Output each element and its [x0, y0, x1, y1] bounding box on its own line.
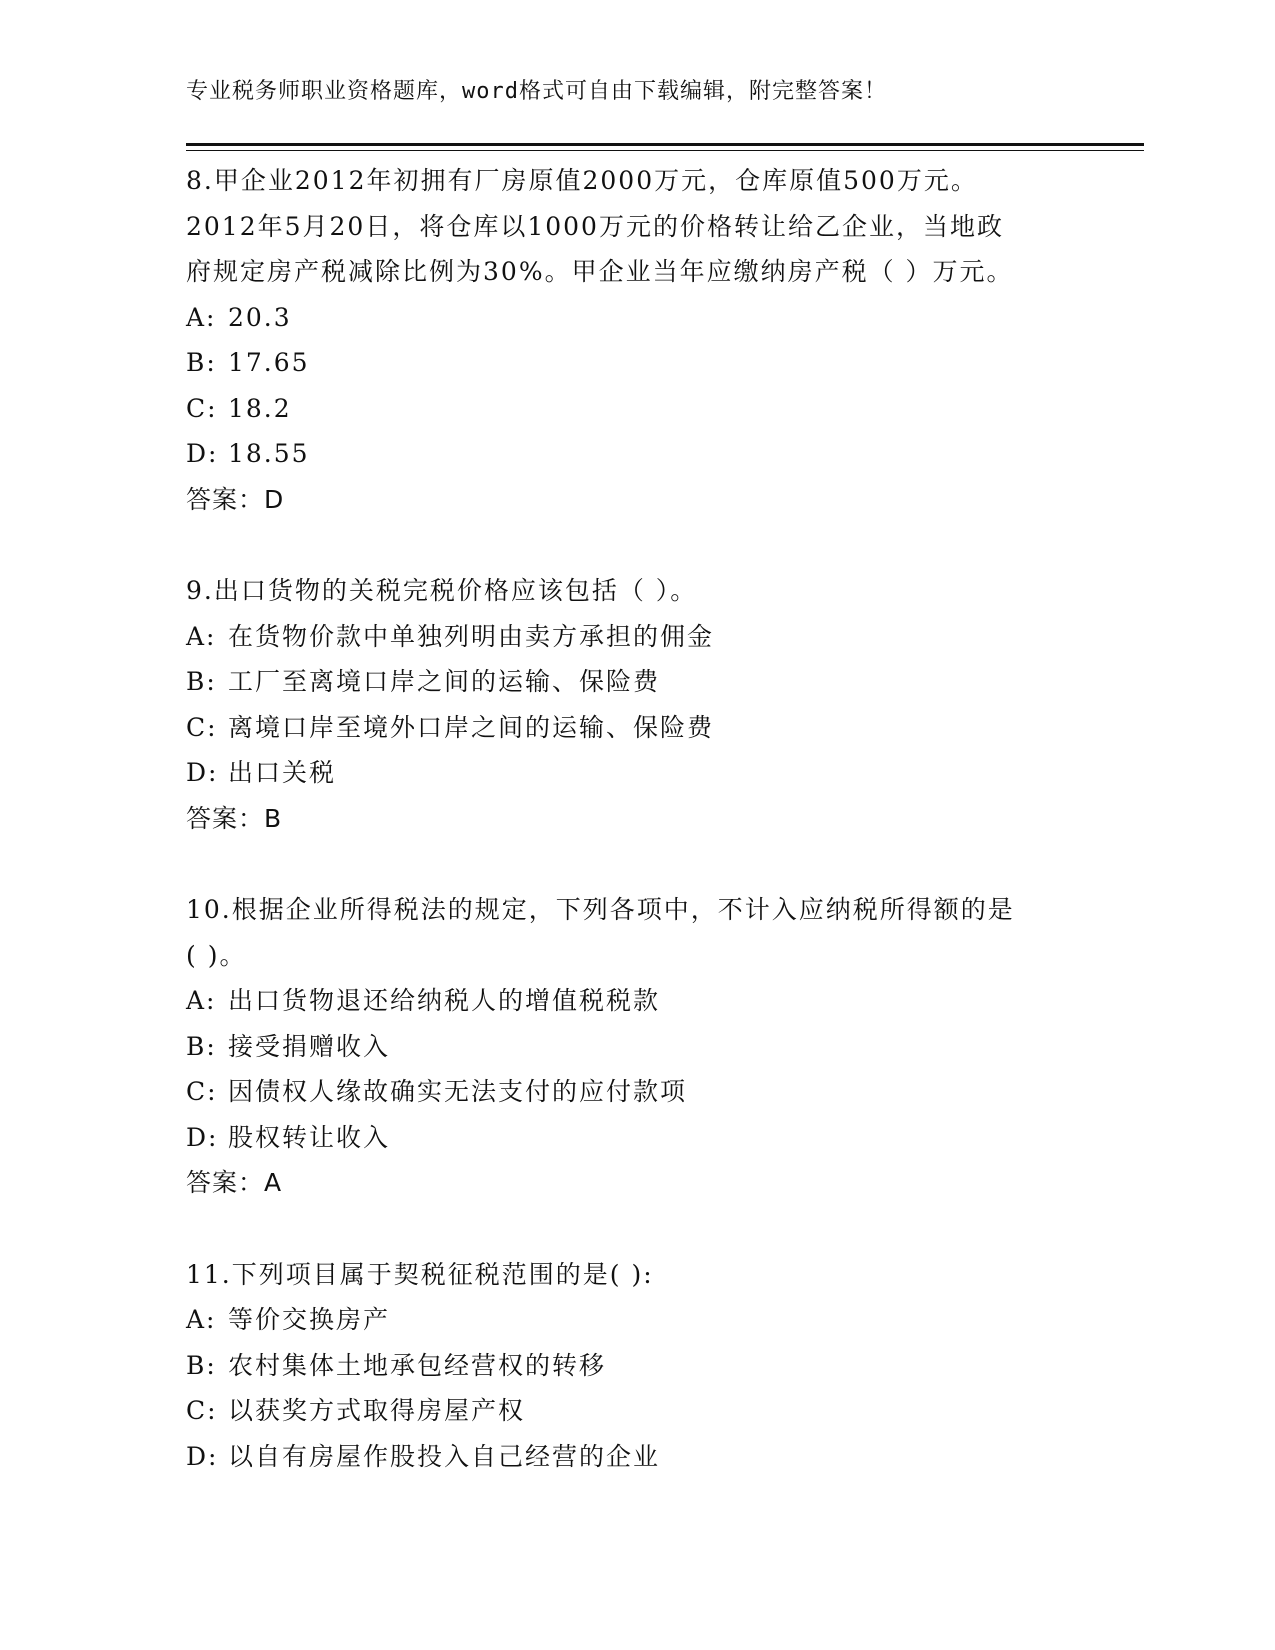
- option-letter: D:: [186, 439, 219, 468]
- question-list: [186, 158, 1086, 1479]
- option-text: 工厂至离境口岸之间的运输、保险费: [228, 667, 661, 696]
- option-letter: B:: [186, 348, 217, 377]
- option-b: [186, 1343, 1086, 1389]
- option-letter: D:: [186, 1122, 219, 1152]
- option-letter: A:: [186, 1305, 217, 1334]
- question-text-line: 10.根据企业所得税法的规定，下列各项中，不计入应纳税所得额的是: [186, 895, 1015, 924]
- option-c: [186, 1388, 1086, 1434]
- question-text-line: 11.下列项目属于契税征税范围的是( ):: [186, 1259, 654, 1289]
- option-d: [186, 750, 1086, 796]
- option-text: 等价交换房产: [228, 1305, 391, 1334]
- option-text: 18.55: [228, 439, 310, 468]
- option-b: [186, 659, 1086, 705]
- option-letter: C:: [186, 1396, 218, 1425]
- option-text: 17.65: [228, 348, 310, 377]
- option-letter: C:: [186, 712, 218, 742]
- question-text-line: 府规定房产税减除比例为30%。甲企业当年应缴纳房产税（ ）万元。: [186, 257, 1014, 286]
- page-header: 专业税务师职业资格题库，word格式可自由下载编辑，附完整答案！: [186, 79, 887, 104]
- option-letter: B:: [186, 1350, 217, 1380]
- option-letter: D:: [186, 758, 219, 787]
- option-a: [186, 1297, 1086, 1343]
- option-text: 离境口岸至境外口岸之间的运输、保险费: [228, 712, 715, 742]
- question-8: [186, 158, 1086, 522]
- option-letter: A:: [186, 302, 217, 332]
- option-a: [186, 614, 1086, 660]
- answer-line: 答案：A: [186, 1168, 283, 1197]
- option-text: 20.3: [228, 302, 292, 332]
- option-text: 在货物价款中单独列明由卖方承担的佣金: [228, 621, 715, 651]
- option-text: 18.2: [228, 393, 292, 423]
- option-b: [186, 340, 1086, 386]
- option-d: [186, 431, 1086, 477]
- option-letter: B:: [186, 667, 217, 696]
- option-text: 以自有房屋作股投入自己经营的企业: [228, 1441, 661, 1471]
- option-letter: C:: [186, 393, 218, 423]
- option-letter: C:: [186, 1077, 218, 1106]
- header-rule-thick: [186, 143, 1144, 146]
- header-rule-thin: [186, 150, 1144, 151]
- option-a: [186, 295, 1086, 341]
- question-text-line: 9.出口货物的关税完税价格应该包括（ ）。: [186, 576, 698, 605]
- option-d: [186, 1115, 1086, 1161]
- option-letter: D:: [186, 1441, 219, 1471]
- option-letter: A:: [186, 621, 217, 651]
- option-letter: B:: [186, 1031, 217, 1061]
- option-text: 以获奖方式取得房屋产权: [228, 1396, 526, 1425]
- question-text-line: 8.甲企业2012年初拥有厂房原值2000万元，仓库原值500万元。: [186, 166, 978, 195]
- answer-line: 答案：B: [186, 803, 283, 833]
- option-c: [186, 705, 1086, 751]
- option-b: [186, 1024, 1086, 1070]
- option-text: 股权转让收入: [228, 1122, 391, 1152]
- question-text-line: ( )。: [186, 940, 247, 970]
- option-text: 出口关税: [228, 758, 337, 787]
- question-11: [186, 1252, 1086, 1480]
- option-d: [186, 1434, 1086, 1480]
- question-10: [186, 887, 1086, 1206]
- question-9: [186, 568, 1086, 841]
- option-a: [186, 978, 1086, 1024]
- option-c: [186, 386, 1086, 432]
- option-text: 农村集体土地承包经营权的转移: [228, 1350, 607, 1380]
- option-c: [186, 1069, 1086, 1115]
- option-text: 接受捐赠收入: [228, 1031, 391, 1061]
- answer-line: 答案：D: [186, 484, 285, 514]
- option-text: 因债权人缘故确实无法支付的应付款项: [228, 1077, 688, 1106]
- option-text: 出口货物退还给纳税人的增值税税款: [228, 986, 661, 1015]
- option-letter: A:: [186, 986, 217, 1015]
- question-text-line: 2012年5月20日，将仓库以1000万元的价格转让给乙企业，当地政: [186, 211, 1004, 241]
